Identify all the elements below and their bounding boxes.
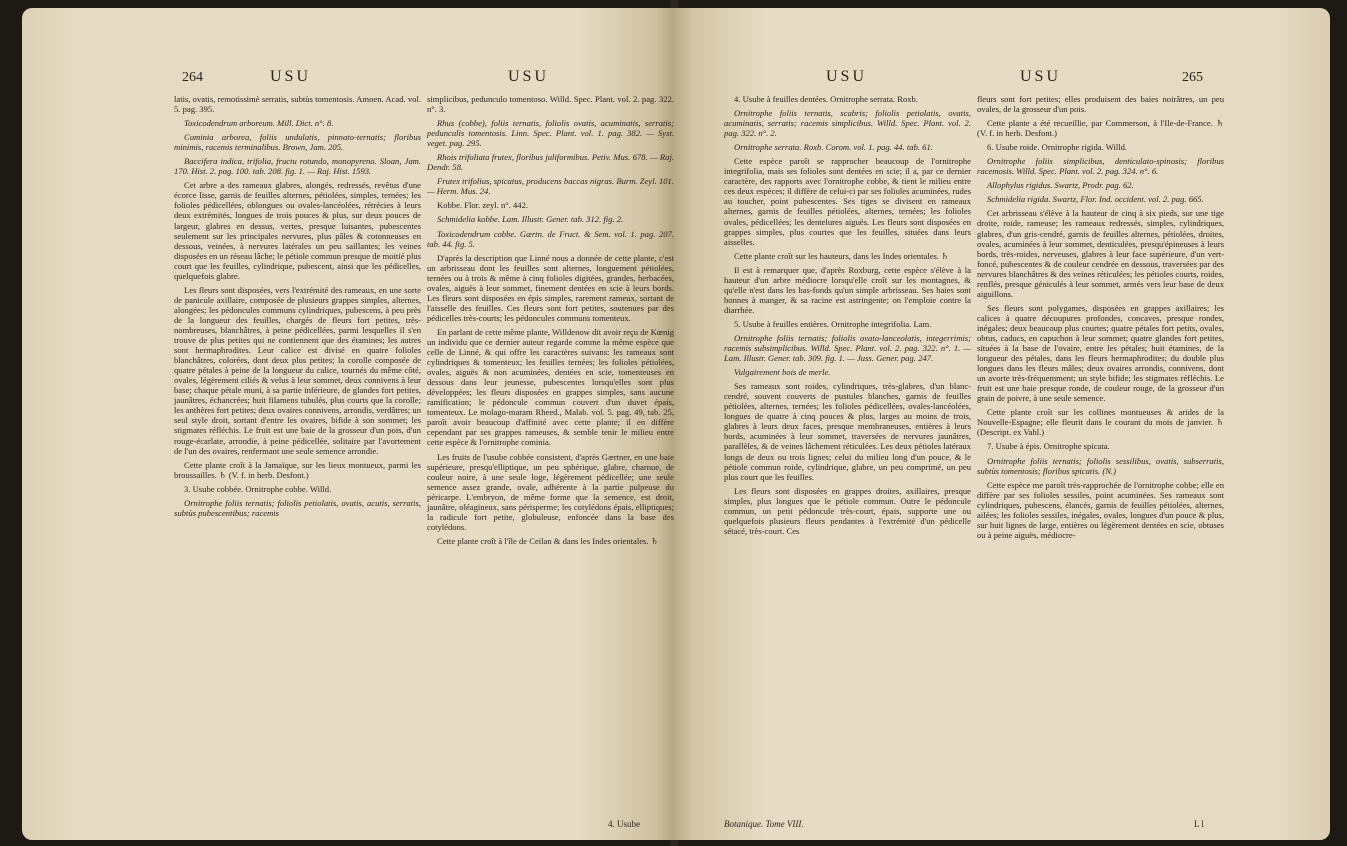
paragraph: 5. Usube à feuilles entières. Ornitrophe integrifolia. Lam. <box>734 318 932 329</box>
paragraph: Schmidelia kobbe. Lam. Illustr. Gener. tab. 312. fig. 2. <box>437 214 624 225</box>
paragraph: Cette plante croît à l'île de Ceilan & dans les Indes orientales. ♄ <box>437 535 659 546</box>
paragraph: Ornitrophe serrata. Roxb. Corom. vol. 1. pag. 44. tab. 61. <box>734 142 933 153</box>
paragraph: Vulgairement bois de merle. <box>734 367 831 378</box>
paragraph: Rhus (cobbe), foliis ternatis, foliolis ovatis, acuminatis, serratis; pedunculis tomentosis. Linn. Spec. Plant. vol. 1. pag. 382. — Syst. veget. pag. 295. <box>427 118 674 149</box>
paragraph: fleurs sont fort petites; elles produisent des baies noirâtres, un peu ovales, de la grosseur d'un pois. <box>977 94 1224 115</box>
paragraph: Cet arbre a des rameaux glabres, alongés, redressés, revêtus d'une écorce lisse, garnis de feuilles alternes, pétiolées, simples, ternées; les folioles pédicellées, oblongues ou ovales-lancéolées, rétrécies à leurs deux extrémités, longues de trois pouces & plus, sur deux pouces de largeur, glabres en dessus, vertes, presque luisantes, pubescentes seulement sur les principales nervures, plus pâles & cotonneuses en dessous, veinées, à nervures latérales un peu saillantes; les veines disposées en un réseau lâche; le pétiole commun presque de moitié plus court que les feuilles, cylindrique, pubescent, ainsi que les pédicelles, quelquefois glabre. <box>174 180 421 281</box>
paragraph: Cette espèce me paroît très-rapprochée de l'ornitrophe cobbe; elle en diffère par ses folioles sessiles, point acuminées. Ses rameaux sont cylindriques, pubescens, élancés, garnis de feuilles pétiolées, alternes, ailées; les folioles sessiles, inégales, ovales, longues d'un pouce & plus, sur huit lignes de large, entières ou légèrement dentées en scie, obtuses ou à peine aiguës, médiocre- <box>977 479 1224 540</box>
paragraph: Ornitrophe foliis simplicibus, denticulato-spinosis; floribus racemosis. Willd. Spec. Plant. vol. 2. pag. 324. n°. 6. <box>977 156 1224 177</box>
running-head-right-b: USU <box>1020 68 1062 85</box>
paragraph: Les fruits de l'usube cobbée consistent, d'après Gærtner, en une baie supérieure, presqu'elliptique, un peu sphérique, glabre, charnue, de couleur noire, à une seule loge, légèrement pédicellée; une seule semence assez grande, ovale, adhérente à la partie pulpeuse du péricarpe. L'embryon, de même forme que la semence, est droit, jaunâtre, oléagineux, sans périsperme; les cotylédons épais, elliptiques; la radicule fort petite, globuleuse, enfoncée dans la base des cotylédons. <box>427 451 674 532</box>
paragraph: Cette plante croît sur les hauteurs, dans les Indes orientales. ♄ <box>734 250 949 261</box>
paragraph: En parlant de cette même plante, Willdenow dit avoir reçu de Kœnig un individu que ce dernier auteur regarde comme la même espèce que celle de Linné, & qui offre les caractères suivans: les rameaux sont cylindriques & tomenteux; les feuilles ternées; les folioles pétiolées, ovales, aiguës & non acuminées, dentées en scie, tomenteuses en dessous dans leur jeunesse, pubescentes lorsqu'elles sont plus développées; les fleurs disposées en grappes simples, sans aucune ramification; le pédoncule commun couvert d'un duvet épais, tomenteux. Le molago-maram Rheed., Malab. vol. 5. pag. 49, tab. 25, paroît avoir beaucoup d'affinité avec cette plante; il en diffère cependant par ses grappes rameuses, & semble tenir le milieu entre cette espèce & l'ornitrophe cominia. <box>427 326 674 448</box>
volume-footer: Botanique. Tome VIII. <box>724 819 804 829</box>
paragraph: Les fleurs sont disposées en grappes droites, axillaires, presque simples, plus longues que le pétiole commun. Outre le pédoncule commun, un petit pédoncule très-court, épais, supporte une ou quelquefois plusieurs fleurs pendantes à l'extrémité d'un pédicelle sétacé, très-court. Ces <box>724 485 971 536</box>
paragraph: Cet arbrisseau s'élève à la hauteur de cinq à six pieds, sur une tige droite, roide, rameuse; les rameaux redressés, simples, cylindriques, glabres, d'un gris-cendré, garnis de feuilles alternes, pétiolées, droites, ovales, acuminées à leur sommet, denticulées, presqu'épineuses à leurs bords, très-roides, nerveuses, glabres à leur face supérieure, d'un vert-foncé, pubescentes & de couleur cendrée en dessous, traversées par des nervures blanchâtres & des veines réticulées; les pétioles courts, roides, renflés, presque géniculés à leur sommet, armés vers leur base de deux aiguillons. <box>977 208 1224 299</box>
paragraph: Frutex trifolius, spicatus, producens baccas nigras. Burm. Zeyl. 101. — Herm. Mus. 24. <box>427 176 674 197</box>
paragraph: Ornitrophe foliis ternatis; foliolis ovato-lanceolatis, integerrimis; racemis subsimplicibus. Willd. Spec. Plant. vol. 2. pag. 322. n°. 1. — Lam. Illustr. Gener. tab. 309. fig. 1. — Juss. Gener. pag. 247. <box>724 332 971 364</box>
paragraph: 4. Usube à feuilles dentées. Ornitrophe serrata. Roxb. <box>734 94 918 104</box>
right-page <box>674 8 1330 840</box>
left-column-1 <box>174 94 421 522</box>
paragraph: Toxicodendrum cobbe. Gærtn. de Fruct. & Sem. vol. 1. pag. 207. tab. 44. fig. 5. <box>427 228 674 249</box>
paragraph: Cette plante croît sur les collines montueuses & arides de la Nouvelle-Espagne; elle fleurit dans le courant du mois de janvier. ♄ (Descript. ex Vahl.) <box>977 407 1224 438</box>
left-column-2 <box>427 94 674 550</box>
catchword: 4. Usube <box>608 819 640 829</box>
paragraph: Ses rameaux sont roides, cylindriques, très-glabres, d'un blanc-cendré, souvent couverts de pustules blanches, garnis de feuilles pétiolées, alternes, ternées; les folioles pédicellées, ovales-lancéolées, longues de quatre à cinq pouces & plus, larges au moins de trois, glabres à leurs deux faces, presque membraneuses, entières à leurs bords, acuminées à leur sommet, traversées de nervures jaunâtres, parallèles, & de veines lâchement réticulées. Les deux pétioles latéraux longs de deux ou trois lignes; celui du milieu long d'un pouce, & le pétiole commun roide, cylindrique, glabre, un peu comprimé, un peu plus court que les feuilles. <box>724 381 971 482</box>
paragraph: 7. Usube à épis. Ornitrophe spicata. <box>987 441 1110 452</box>
paragraph: Baccifera indica, trifolia, fructu rotundo, monopyreno. Sloan, Jam. 170. Hist. 2. pag. 100. tab. 208. fig. 1. — Raj. Hist. 1593. <box>174 156 421 177</box>
right-column-1 <box>724 94 971 540</box>
paragraph: Cette plante a été recueillie, par Commerson, à l'Ile-de-France. ♄ (V. f. in herb. Desfont.) <box>977 118 1224 139</box>
paragraph: D'après la description que Linné nous a donnée de cette plante, c'est un arbrisseau dont les feuilles sont alternes, longuement pétiolées, ternées ou à trois & même à cinq folioles digitées, grandes, herbacées, ovales, aiguës à leur sommet, finement dentées en scie à leurs bords. Les fleurs sont disposées en épis simples, rarement rameux, sortant de l'aisselle des feuilles. Ces fleurs sont fort petites, soutenues par des pédicelles très-courts; les pédoncules communs tomenteux. <box>427 252 674 323</box>
paragraph: Rhois trifoliata frutex, floribus juliformibus. Petiv. Mus. 678. — Raj. Dendr. 58. <box>427 152 674 173</box>
paragraph: 6. Usube roide. Ornitrophe rigida. Willd. <box>987 142 1128 153</box>
left-page <box>22 8 674 840</box>
paragraph: 3. Usube cobbée. Ornitrophe cobbe. Willd. <box>184 483 332 494</box>
running-head-left-a: USU <box>270 68 312 85</box>
paragraph: Ornitrophe foliis ternatis; foliolis sessilibus, ovatis, subserratis, subtùs tomentosis; floribus spicatis. (N.) <box>977 455 1224 476</box>
signature-mark: L l <box>1194 819 1204 829</box>
running-head-right-a: USU <box>826 68 868 85</box>
paragraph: Cominia arborea, foliis undulatis, pinnato-ternatis; floribus minimis, racemis terminalibus. Brown, Jam. 205. <box>174 132 421 153</box>
page-number-left: 264 <box>182 70 203 85</box>
paragraph: Ornitrophe foliis ternatis, scabris; foliolis petiolatis, ovatis, acuminatis, serratis; racemis simplicibus. Willd. Spec. Plant. vol. 2. pag. 322. n°. 2. <box>724 108 971 139</box>
paragraph: Toxicodendrum arboreum. Mill. Dict. n°. 8. <box>184 118 334 129</box>
paragraph: latis, ovatis, remotissimè serratis, subtùs tomentosis. Amoen. Acad. vol. 5. pag. 395. <box>174 94 421 115</box>
paragraph: simplicibus, pedunculo tomentoso. Willd. Spec. Plant. vol. 2. pag. 322. n°. 3. <box>427 94 674 115</box>
right-column-2 <box>977 94 1224 544</box>
paragraph: Allophylus rigidus. Swartz, Prodr. pag. 62. <box>987 180 1134 191</box>
paragraph: Ses fleurs sont polygames, disposées en grappes axillaires; les calices à quatre découpures profondes, concaves, presque rondes, inégales; deux beaucoup plus courtes; quatre pétales fort petits, ovales, obtus, caducs, en capuchon à leur sommet; quatre glandes fort petites, situées à la base de l'ovaire, entre les pétales; huit étamines, de la longueur des pétales, dans les fleurs hermaphrodites; du double plus longues dans les fleurs mâles; deux ovaires arrondis, connivens, dont un avorte très-fréquemment; un style bifide; les stigmates réfléchis. Le fruit est une baie presque ronde, de couleur rouge, de la grosseur d'un grain de poivre, à une seule semence. <box>977 302 1224 404</box>
paragraph: Schmidelia rigida. Swartz, Flor. Ind. occident. vol. 2. pag. 665. <box>987 194 1204 205</box>
paragraph: Ornitrophe foliis ternatis; foliolis petiolatis, ovatis, acutis, serratis, subtùs pubescentibus; racemis <box>174 497 421 518</box>
paragraph: Kobbe. Flor. zeyl. n°. 442. <box>437 200 529 211</box>
paragraph: Cette plante croît à la Jamaïque, sur les lieux montueux, parmi les broussailles. ♄ (V. f. in herb. Desfont.) <box>174 459 421 480</box>
paragraph: Il est à remarquer que, d'après Roxburg, cette espèce s'élève à la hauteur d'un arbre médiocre lorsqu'elle croît sur les montagnes, & qu'elle n'est dans les bas-fonds qu'un simple arbrisseau. Ses baies sont bonnes à manger, & sa racine est astringente; on l'emploie contre la diarrhée. <box>724 264 971 315</box>
running-head-left-b: USU <box>508 68 550 85</box>
paragraph: Les fleurs sont disposées, vers l'extrémité des rameaux, en une sorte de panicule axillaire, composée de plusieurs grappes simples, alternes, alongées; les pédoncules communs cylindriques, pubescens, à peu près de la longueur des feuilles, chargés de fleurs fort petites, très-nombreuses, blanchâtres, à peine pédicellées, parmi lesquelles il s'en trouve de plus petites qui ne contiennent que des étamines; les autres sont hermaphrodites. Leur calice est divisé en quatre folioles blanchâtres, colorées, dont deux plus petites; la corolle composée de quatre pétales à peine de la longueur du calice, tournés du même côté, ovales, légèrement ciliés & velus à leur sommet, deux connivens à leur base; chaque pétale muni, à sa partie inférieure, de glandes fort petites, jaunâtres, échancrées; huit filamens tubulés, plus courts que la corolle; les anthères fort petites; deux ovaires connivens, arrondis, verdâtres; un seul style droit, sortant d'entre les ovaires, bifide à son sommet; les stigmates réfléchis. Le fruit est une baie de la grosseur d'un pois, d'un rouge-écarlate, arrondie, à peine pédicellée, solitaire par l'avortement de l'un des ovaires, renfermant une seule semence arrondie. <box>174 284 421 456</box>
paragraph: Cette espèce paroît se rapprocher beaucoup de l'ornitrophe integrifolia, mais ses folioles sont dentées en scie; il a, par ce dernier caractère, des rapports avec l'ornitrophe cobbe, & tient le milieu entre ces deux espèces; il diffère de celui-ci par ses folioles acuminées, rudes au toucher, point pubescentes. Ses tiges se divisent en rameaux alternes, garnis de feuilles pétiolées, alternes, ternées; les folioles ovales, pédicellées; les dentelures aiguës. Les fleurs sont disposées en grappes simples, plus courtes que les feuilles, situées dans leurs aisselles. <box>724 156 971 247</box>
page-number-right: 265 <box>1182 70 1203 85</box>
